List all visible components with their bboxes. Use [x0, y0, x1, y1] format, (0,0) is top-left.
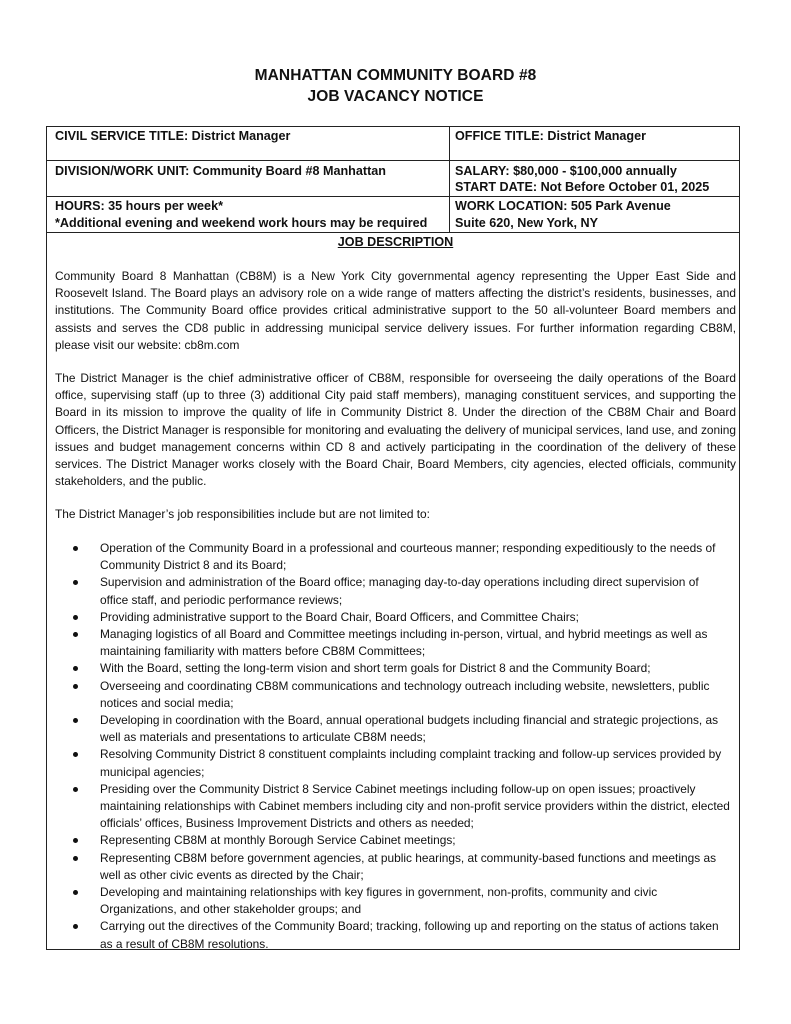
- document-title: MANHATTAN COMMUNITY BOARD #8: [254, 67, 537, 84]
- list-item-text: Representing CB8M at monthly Borough Service Cabinet meetings;: [100, 833, 456, 848]
- list-item: [0, 832, 730, 849]
- list-item: [0, 746, 730, 780]
- job-description-heading: [0, 235, 791, 249]
- table-row-divider: [46, 196, 740, 197]
- salary-cell: SALARY: $80,000 - $100,000 annually: [455, 164, 677, 178]
- responsibilities-intro: The District Manager’s job responsibilities include but are not limited to:: [55, 507, 430, 521]
- list-item: [0, 850, 730, 884]
- bullet-icon: [73, 838, 78, 843]
- list-item-text: Developing in coordination with the Board, annual operational budgets including financial and strategic projections, as well as materials and presentations to articulate CB8M needs;: [100, 713, 719, 745]
- bullet-icon: [73, 856, 78, 861]
- bullet-icon: [73, 615, 78, 620]
- table-row-divider: [46, 232, 740, 233]
- bullet-icon: [73, 580, 78, 585]
- list-item-text: Representing CB8M before government agencies, at public hearings, at community-based functions and meetings as well as other civic events as directed by the Chair;: [100, 850, 717, 882]
- bullet-icon: [73, 890, 78, 895]
- list-item-text: Presiding over the Community District 8 Service Cabinet meetings including follow-up on open issues; proactively maintaining relationships with Cabinet members including city and non-profit service providers within the district, elected officials’ offices, Business Improvement Districts and others as needed;: [100, 781, 730, 831]
- list-item: [0, 574, 730, 608]
- bullet-icon: [73, 924, 78, 929]
- job-description-heading-text: JOB DESCRIPTION: [337, 235, 454, 249]
- list-item: [0, 609, 730, 626]
- list-item: [0, 918, 730, 952]
- list-item-text: Managing logistics of all Board and Committee meetings including in-person, virtual, and hybrid meetings as well as maintaining familiarity with matters before CB8M Committees;: [100, 627, 708, 659]
- list-item: [0, 678, 730, 712]
- bullet-icon: [73, 632, 78, 637]
- list-item: [0, 781, 730, 833]
- list-item-text: With the Board, setting the long-term vision and short term goals for District 8 and the Community Board;: [100, 661, 651, 676]
- list-item-text: Supervision and administration of the Board office; managing day-to-day operations including direct supervision of office staff, and periodic performance reviews;: [100, 575, 699, 607]
- hours-cell: HOURS: 35 hours per week*: [55, 199, 223, 213]
- bullet-icon: [73, 666, 78, 671]
- list-item: [0, 712, 730, 746]
- start-date-cell: START DATE: Not Before October 01, 2025: [455, 180, 710, 194]
- table-column-divider: [449, 126, 450, 232]
- document-subtitle: JOB VACANCY NOTICE: [307, 88, 484, 105]
- office-title-cell: OFFICE TITLE: District Manager: [455, 129, 647, 143]
- bullet-icon: [73, 546, 78, 551]
- list-item-text: Operation of the Community Board in a professional and courteous manner; responding expeditiously to the needs of Community District 8 and its Board;: [100, 541, 716, 573]
- hours-note-cell: *Additional evening and weekend work hours may be required: [55, 216, 428, 230]
- list-item-text: Overseeing and coordinating CB8M communications and technology outreach including website, newsletters, public notices and social media;: [100, 678, 710, 710]
- division-cell: DIVISION/WORK UNIT: Community Board #8 Manhattan: [55, 164, 386, 178]
- list-item-text: Carrying out the directives of the Community Board; tracking, following up and reporting on the status of actions taken as a result of CB8M resolutions.: [100, 919, 719, 951]
- table-row-divider: [46, 160, 740, 161]
- list-item-text: Providing administrative support to the Board Chair, Board Officers, and Committee Chairs;: [100, 609, 579, 624]
- list-item-text: Resolving Community District 8 constituent complaints including complaint tracking and follow-up services provided by municipal agencies;: [100, 747, 722, 779]
- list-item-text: Developing and maintaining relationships with key figures in government, non-profits, community and civic Organizations, and other stakeholder groups; and: [100, 885, 658, 917]
- bullet-icon: [73, 718, 78, 723]
- list-item: [0, 626, 730, 660]
- responsibilities-list: [0, 540, 791, 953]
- list-item: [0, 540, 730, 574]
- bullet-icon: [73, 684, 78, 689]
- role-overview-paragraph: The District Manager is the chief administrative officer of CB8M, responsible for overseeing the daily operations of the Board office, supervising staff (up to three (3) additional City paid staff members), managing constituent services, and supporting the Board in its mission to improve the quality of life in Community District 8. Under the direction of the CB8M Chair and Board Officers, the District Manager is responsible for monitoring and evaluating the delivery of municipal services, land use, and zoning issues and budget management concerns within CD 8 and actively participating in the coordination of the delivery of these services. The District Manager works closely with the Board Chair, Board Members, city agencies, elected officials, community stakeholders, and the public.: [55, 371, 736, 489]
- list-item: [0, 884, 730, 918]
- bullet-icon: [73, 787, 78, 792]
- civil-service-title-cell: CIVIL SERVICE TITLE: District Manager: [55, 129, 291, 143]
- work-location-cell: WORK LOCATION: 505 Park Avenue: [455, 199, 671, 213]
- agency-overview-paragraph: Community Board 8 Manhattan (CB8M) is a New York City governmental agency representing the Upper East Side and Roosevelt Island. The Board plays an advisory role on a wide range of matters affecting the district’s residents, businesses, and institutions. The Community Board office provides critical administrative support to the 50 all-volunteer Board members and assists and serves the CD8 public in addressing municipal service delivery issues. For further information regarding CB8M, please visit our website: cb8m.com: [55, 269, 736, 352]
- list-item: [0, 660, 730, 677]
- work-location-suite-cell: Suite 620, New York, NY: [455, 216, 599, 230]
- bullet-icon: [73, 752, 78, 757]
